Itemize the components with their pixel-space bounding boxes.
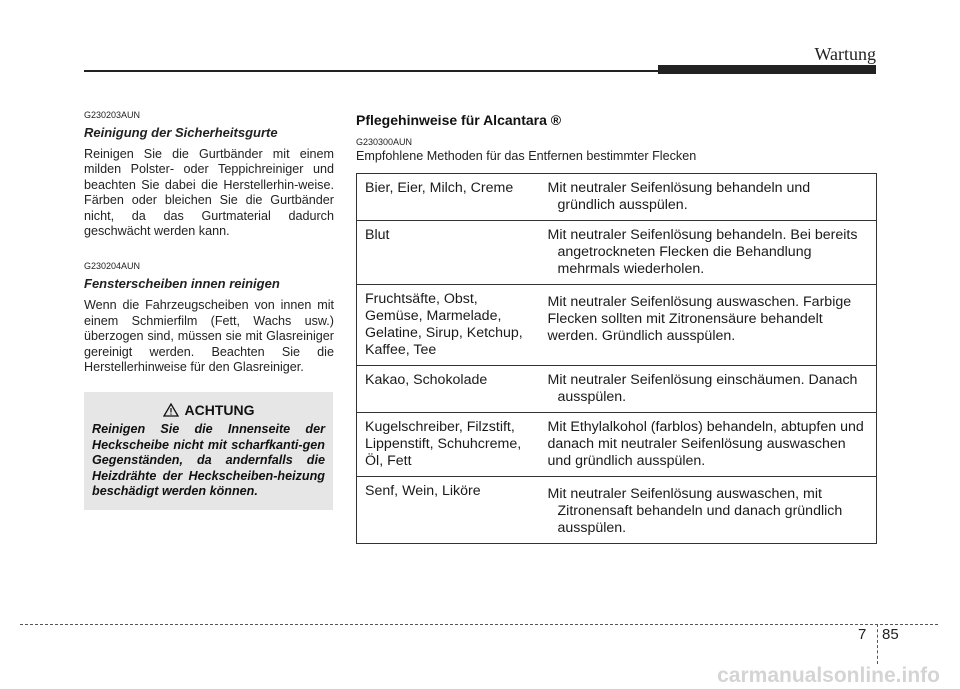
section-code: G230204AUN (84, 261, 141, 272)
left-column (84, 110, 334, 375)
stain-cell: Fruchtsäfte, Obst, Gemüse, Marmelade, Gelatine, Sirup, Ketchup, Kaffee, Tee (357, 285, 538, 366)
section-code: G230300AUN (356, 137, 413, 147)
right-column (356, 112, 876, 163)
section-title: Pflegehinweise für Alcantara ® (356, 112, 562, 128)
stain-cell: Kugelschreiber, Filzstift, Lippenstift, Schuhcreme, Öl, Fett (357, 413, 538, 477)
chapter-number: 7 (858, 626, 867, 643)
table-row (357, 366, 877, 413)
page-number: 85 (882, 626, 899, 643)
method-cell (538, 174, 877, 221)
table-row (357, 221, 877, 285)
table-intro: Empfohlene Methoden für das Entfernen bestimmter Flecken (356, 149, 697, 163)
section-body: Reinigen Sie die Gurtbänder mit einem milden Polster- oder Teppichreiniger und beachten Sie dabei die Herstellerhin-weise. Färben oder bleichen Sie die Gurtbänder nicht, da das Gurtmaterial dadurch geschwächt werden kann. (84, 147, 334, 239)
section-code: G230203AUN (84, 110, 141, 120)
section-heading: Reinigung der Sicherheitsgurte (84, 125, 278, 140)
header-bar (658, 65, 876, 74)
warning-label: ACHTUNG (184, 402, 255, 418)
warning-triangle-icon (163, 403, 179, 417)
stain-cell: Kakao, Schokolade (357, 366, 538, 413)
method-text: Mit neutraler Seifenlösung einschäumen. Danach ausspülen. (547, 372, 858, 405)
warning-box (84, 392, 333, 510)
method-cell (538, 413, 877, 477)
table-row (357, 174, 877, 221)
footer-divider (877, 624, 878, 664)
stain-cell: Blut (357, 221, 538, 285)
method-text: Mit neutraler Seifenlösung behandeln. Bei bereits angetrockneten Flecken die Behandlung mehrmals wiederholen. (547, 227, 858, 277)
table-row (357, 285, 877, 366)
method-text: Mit Ethylalkohol (farblos) behandeln, abtupfen und danach mit neutraler Seifenlösung auswaschen und gründlich ausspülen. (547, 419, 864, 469)
footer-rule (20, 624, 938, 625)
method-cell (538, 366, 877, 413)
section-body: Wenn die Fahrzeugscheiben von innen mit einem Schmierfilm (Fett, Wachs usw.) überzogen sind, müssen sie mit Glasreiniger gereinigt werden. Beachten Sie die Herstellerhinweise für den Glasreiniger. (84, 298, 334, 375)
method-text: Mit neutraler Seifenlösung auswaschen, mit Zitronensaft behandeln und danach gründlich ausspülen. (547, 486, 843, 536)
stain-removal-table (356, 173, 877, 544)
stain-cell: Bier, Eier, Milch, Creme (357, 174, 538, 221)
table-row (357, 413, 877, 477)
watermark: carmanualsonline.info (717, 664, 940, 687)
header-title: Wartung (814, 44, 876, 64)
method-text: Mit neutraler Seifenlösung behandeln und gründlich ausspülen. (547, 180, 811, 213)
warning-header (92, 402, 325, 418)
stain-cell: Senf, Wein, Liköre (357, 477, 538, 544)
warning-text: Reinigen Sie die Innenseite der Heckscheibe nicht mit scharfkanti-gen Gegenständen, da andernfalls die Heizdrähte der Heckscheiben-heizung beschädigt werden können. (92, 422, 325, 499)
table-row (357, 477, 877, 544)
section-heading: Fensterscheiben innen reinigen (84, 276, 280, 292)
method-cell (538, 477, 877, 544)
method-cell (538, 221, 877, 285)
method-cell (538, 285, 877, 366)
method-text: Mit neutraler Seifenlösung auswaschen. Farbige Flecken sollten mit Zitronensäure behandelt werden. Gründlich ausspülen. (547, 294, 852, 344)
